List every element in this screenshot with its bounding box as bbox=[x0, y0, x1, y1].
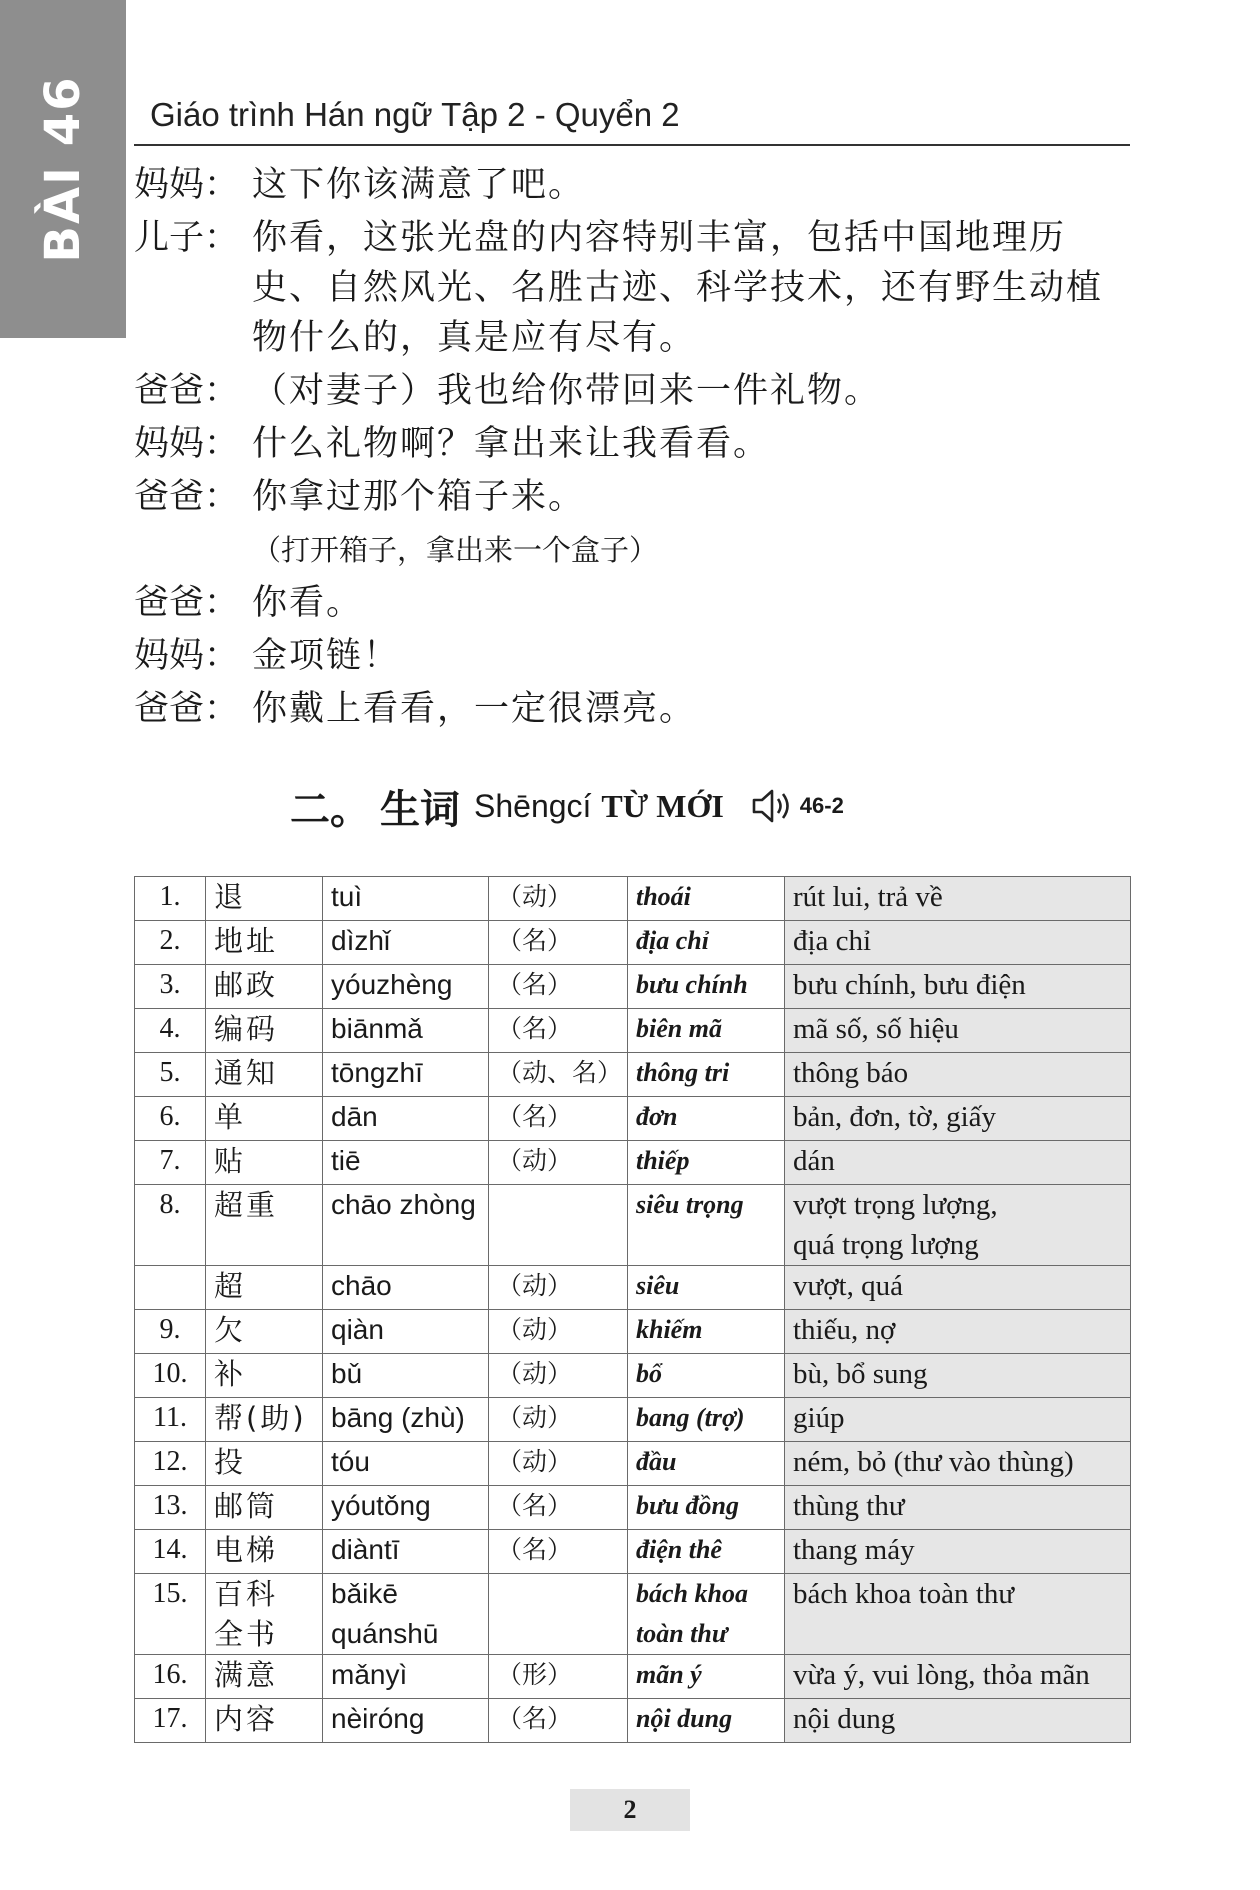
dialogue-text: 什么礼物啊？拿出来让我看看。 bbox=[252, 424, 771, 464]
table-row bbox=[135, 1442, 1131, 1486]
vocab-part-of-speech: （动） bbox=[489, 1442, 628, 1486]
vocab-han-viet: địa chỉ bbox=[628, 921, 785, 965]
vocab-part-of-speech bbox=[489, 1185, 628, 1266]
vocab-hanzi: 地址 bbox=[206, 921, 323, 965]
table-row bbox=[135, 1097, 1131, 1141]
vocab-hanzi: 单 bbox=[206, 1097, 323, 1141]
table-row bbox=[135, 1266, 1131, 1310]
vocab-hanzi: 补 bbox=[206, 1354, 323, 1398]
vocab-number: 14. bbox=[135, 1530, 206, 1574]
vocab-pinyin: diàntī bbox=[323, 1530, 489, 1574]
header-rule bbox=[134, 144, 1130, 146]
vocab-number: 6. bbox=[135, 1097, 206, 1141]
vocab-pinyin: qiàn bbox=[323, 1310, 489, 1354]
dialogue-speaker: 爸爸： bbox=[134, 689, 240, 729]
section-title-vietnamese: TỪ MỚI bbox=[601, 787, 724, 824]
vocab-pinyin: dìzhǐ bbox=[323, 921, 489, 965]
vocab-meaning: vượt trọng lượng, quá trọng lượng bbox=[785, 1185, 1131, 1266]
lesson-side-tab bbox=[0, 0, 126, 338]
vocab-meaning: ném, bỏ (thư vào thùng) bbox=[785, 1442, 1131, 1486]
vocab-part-of-speech: （名） bbox=[489, 921, 628, 965]
vocab-meaning: rút lui, trả về bbox=[785, 877, 1131, 921]
vocab-part-of-speech: （名） bbox=[489, 1486, 628, 1530]
vocab-meaning: giúp bbox=[785, 1398, 1131, 1442]
vocab-hanzi: 超重 bbox=[206, 1185, 323, 1266]
vocab-hanzi: 满意 bbox=[206, 1655, 323, 1699]
vocab-number: 16. bbox=[135, 1655, 206, 1699]
dialogue bbox=[134, 160, 1134, 737]
vocab-han-viet: siêu bbox=[628, 1266, 785, 1310]
vocab-part-of-speech: （名） bbox=[489, 1530, 628, 1574]
dialogue-line bbox=[134, 472, 1134, 522]
vocab-hanzi: 电梯 bbox=[206, 1530, 323, 1574]
vocab-part-of-speech: （名） bbox=[489, 1009, 628, 1053]
vocab-hanzi: 帮(助) bbox=[206, 1398, 323, 1442]
dialogue-speaker: 妈妈： bbox=[134, 165, 240, 205]
vocab-hanzi: 邮筒 bbox=[206, 1486, 323, 1530]
vocab-pinyin: biānmǎ bbox=[323, 1009, 489, 1053]
section-number: 二。 bbox=[290, 786, 370, 833]
vocab-pinyin: yóutǒng bbox=[323, 1486, 489, 1530]
vocab-meaning: thiếu, nợ bbox=[785, 1310, 1131, 1354]
table-row bbox=[135, 1053, 1131, 1097]
section-title-pinyin: Shēngcí bbox=[474, 787, 592, 824]
vocab-number: 2. bbox=[135, 921, 206, 965]
dialogue-line bbox=[134, 684, 1134, 734]
table-row bbox=[135, 1141, 1131, 1185]
vocab-meaning: bách khoa toàn thư bbox=[785, 1574, 1131, 1655]
vocab-part-of-speech: （动） bbox=[489, 1141, 628, 1185]
vocab-pinyin: bǔ bbox=[323, 1354, 489, 1398]
vocab-han-viet: điện thê bbox=[628, 1530, 785, 1574]
table-row bbox=[135, 877, 1131, 921]
table-row bbox=[135, 921, 1131, 965]
dialogue-text: 这下你该满意了吧。 bbox=[252, 165, 586, 205]
table-row bbox=[135, 1699, 1131, 1743]
dialogue-speaker: 爸爸： bbox=[134, 371, 240, 411]
vocab-han-viet: biên mã bbox=[628, 1009, 785, 1053]
dialogue-text: 你拿过那个箱子来。 bbox=[252, 477, 586, 517]
vocab-meaning: bản, đơn, tờ, giấy bbox=[785, 1097, 1131, 1141]
vocab-pinyin: bǎikē quánshū bbox=[323, 1574, 489, 1655]
vocab-han-viet: bách khoa toàn thư bbox=[628, 1574, 785, 1655]
dialogue-speaker: 爸爸： bbox=[134, 583, 240, 623]
vocab-meaning: mã số, số hiệu bbox=[785, 1009, 1131, 1053]
vocab-part-of-speech: （名） bbox=[489, 965, 628, 1009]
vocab-han-viet: đơn bbox=[628, 1097, 785, 1141]
vocab-hanzi: 邮政 bbox=[206, 965, 323, 1009]
vocab-number: 3. bbox=[135, 965, 206, 1009]
vocabulary-table bbox=[134, 876, 1131, 1743]
vocab-part-of-speech: （动） bbox=[489, 877, 628, 921]
vocab-part-of-speech: （名） bbox=[489, 1097, 628, 1141]
vocab-hanzi: 退 bbox=[206, 877, 323, 921]
page-number: 2 bbox=[570, 1789, 690, 1831]
vocab-han-viet: siêu trọng bbox=[628, 1185, 785, 1266]
table-row bbox=[135, 1655, 1131, 1699]
vocab-number: 7. bbox=[135, 1141, 206, 1185]
vocab-hanzi: 投 bbox=[206, 1442, 323, 1486]
vocab-number: 11. bbox=[135, 1398, 206, 1442]
vocab-meaning: dán bbox=[785, 1141, 1131, 1185]
dialogue-speaker: 妈妈： bbox=[134, 424, 240, 464]
vocab-pinyin: tuì bbox=[323, 877, 489, 921]
vocab-han-viet: bưu chính bbox=[628, 965, 785, 1009]
vocab-meaning: nội dung bbox=[785, 1699, 1131, 1743]
vocab-meaning: thang máy bbox=[785, 1530, 1131, 1574]
vocab-pinyin: tōngzhī bbox=[323, 1053, 489, 1097]
vocab-part-of-speech: （动） bbox=[489, 1398, 628, 1442]
vocab-pinyin: yóuzhèng bbox=[323, 965, 489, 1009]
dialogue-speaker: 儿子： bbox=[134, 218, 240, 258]
vocab-number: 5. bbox=[135, 1053, 206, 1097]
vocab-meaning: thông báo bbox=[785, 1053, 1131, 1097]
section-title-chinese: 生词 bbox=[380, 786, 460, 833]
vocab-part-of-speech: （动、名） bbox=[489, 1053, 628, 1097]
dialogue-line bbox=[134, 213, 1134, 363]
dialogue-text: （对妻子）我也给你带回来一件礼物。 bbox=[252, 371, 882, 411]
table-row bbox=[135, 1354, 1131, 1398]
vocab-han-viet: đầu bbox=[628, 1442, 785, 1486]
table-row bbox=[135, 1486, 1131, 1530]
vocab-number: 15. bbox=[135, 1574, 206, 1655]
table-row bbox=[135, 1185, 1131, 1266]
table-row bbox=[135, 1310, 1131, 1354]
section-title bbox=[290, 776, 990, 836]
vocab-number: 1. bbox=[135, 877, 206, 921]
vocab-number: 17. bbox=[135, 1699, 206, 1743]
vocab-han-viet: thông tri bbox=[628, 1053, 785, 1097]
dialogue-speaker: 爸爸： bbox=[134, 477, 240, 517]
vocab-meaning: bù, bổ sung bbox=[785, 1354, 1131, 1398]
vocab-pinyin: chāo zhòng bbox=[323, 1185, 489, 1266]
vocab-hanzi: 超 bbox=[206, 1266, 323, 1310]
vocab-number: 8. bbox=[135, 1185, 206, 1266]
vocab-han-viet: nội dung bbox=[628, 1699, 785, 1743]
vocab-pinyin: nèiróng bbox=[323, 1699, 489, 1743]
vocab-number: 12. bbox=[135, 1442, 206, 1486]
vocab-pinyin: dān bbox=[323, 1097, 489, 1141]
vocab-number: 10. bbox=[135, 1354, 206, 1398]
dialogue-line bbox=[134, 366, 1134, 416]
vocab-pinyin: tóu bbox=[323, 1442, 489, 1486]
vocab-meaning: vừa ý, vui lòng, thỏa mãn bbox=[785, 1655, 1131, 1699]
vocab-han-viet: thoái bbox=[628, 877, 785, 921]
lesson-side-tab-label: BÀI 46 bbox=[35, 75, 91, 263]
vocab-han-viet: bưu đồng bbox=[628, 1486, 785, 1530]
vocab-part-of-speech: （动） bbox=[489, 1310, 628, 1354]
table-row bbox=[135, 1009, 1131, 1053]
vocab-han-viet: bổ bbox=[628, 1354, 785, 1398]
dialogue-text: 你看，这张光盘的内容特别丰富，包括中国地理历史、自然风光、名胜古迹、科学技术，还有野生动植物什么的，真是应有尽有。 bbox=[252, 218, 1104, 358]
vocab-pinyin: bāng (zhù) bbox=[323, 1398, 489, 1442]
dialogue-line bbox=[134, 578, 1134, 628]
table-row bbox=[135, 1398, 1131, 1442]
vocab-number: 13. bbox=[135, 1486, 206, 1530]
vocab-meaning: thùng thư bbox=[785, 1486, 1131, 1530]
dialogue-text: 你戴上看看，一定很漂亮。 bbox=[252, 689, 697, 729]
vocab-part-of-speech bbox=[489, 1574, 628, 1655]
vocab-part-of-speech: （动） bbox=[489, 1354, 628, 1398]
audio-track-number: 46-2 bbox=[799, 793, 844, 818]
vocab-pinyin: mǎnyì bbox=[323, 1655, 489, 1699]
table-row bbox=[135, 965, 1131, 1009]
vocab-hanzi: 通知 bbox=[206, 1053, 323, 1097]
speaker-icon bbox=[750, 786, 796, 826]
vocab-part-of-speech: （名） bbox=[489, 1699, 628, 1743]
vocab-hanzi: 内容 bbox=[206, 1699, 323, 1743]
vocab-hanzi: 贴 bbox=[206, 1141, 323, 1185]
vocab-hanzi: 欠 bbox=[206, 1310, 323, 1354]
vocab-meaning: vượt, quá bbox=[785, 1266, 1131, 1310]
dialogue-text: 你看。 bbox=[252, 583, 364, 623]
vocab-han-viet: thiếp bbox=[628, 1141, 785, 1185]
vocab-part-of-speech: （动） bbox=[489, 1266, 628, 1310]
dialogue-line bbox=[134, 160, 1134, 210]
dialogue-line bbox=[134, 419, 1134, 469]
vocab-hanzi: 百科 全书 bbox=[206, 1574, 323, 1655]
vocab-number bbox=[135, 1266, 206, 1310]
vocab-han-viet: bang (trợ) bbox=[628, 1398, 785, 1442]
vocab-number: 9. bbox=[135, 1310, 206, 1354]
vocab-han-viet: khiếm bbox=[628, 1310, 785, 1354]
dialogue-speaker: 妈妈： bbox=[134, 636, 240, 676]
vocab-pinyin: chāo bbox=[323, 1266, 489, 1310]
table-row bbox=[135, 1574, 1131, 1655]
vocab-meaning: bưu chính, bưu điện bbox=[785, 965, 1131, 1009]
vocab-meaning: địa chỉ bbox=[785, 921, 1131, 965]
vocab-han-viet: mãn ý bbox=[628, 1655, 785, 1699]
stage-direction: （打开箱子，拿出来一个盒子） bbox=[252, 533, 659, 567]
table-row bbox=[135, 1530, 1131, 1574]
vocab-number: 4. bbox=[135, 1009, 206, 1053]
vocab-part-of-speech: （形） bbox=[489, 1655, 628, 1699]
vocab-pinyin: tiē bbox=[323, 1141, 489, 1185]
vocab-hanzi: 编码 bbox=[206, 1009, 323, 1053]
dialogue-line bbox=[134, 631, 1134, 681]
dialogue-text: 金项链！ bbox=[252, 636, 401, 676]
running-header: Giáo trình Hán ngữ Tập 2 - Quyển 2 bbox=[150, 96, 680, 133]
